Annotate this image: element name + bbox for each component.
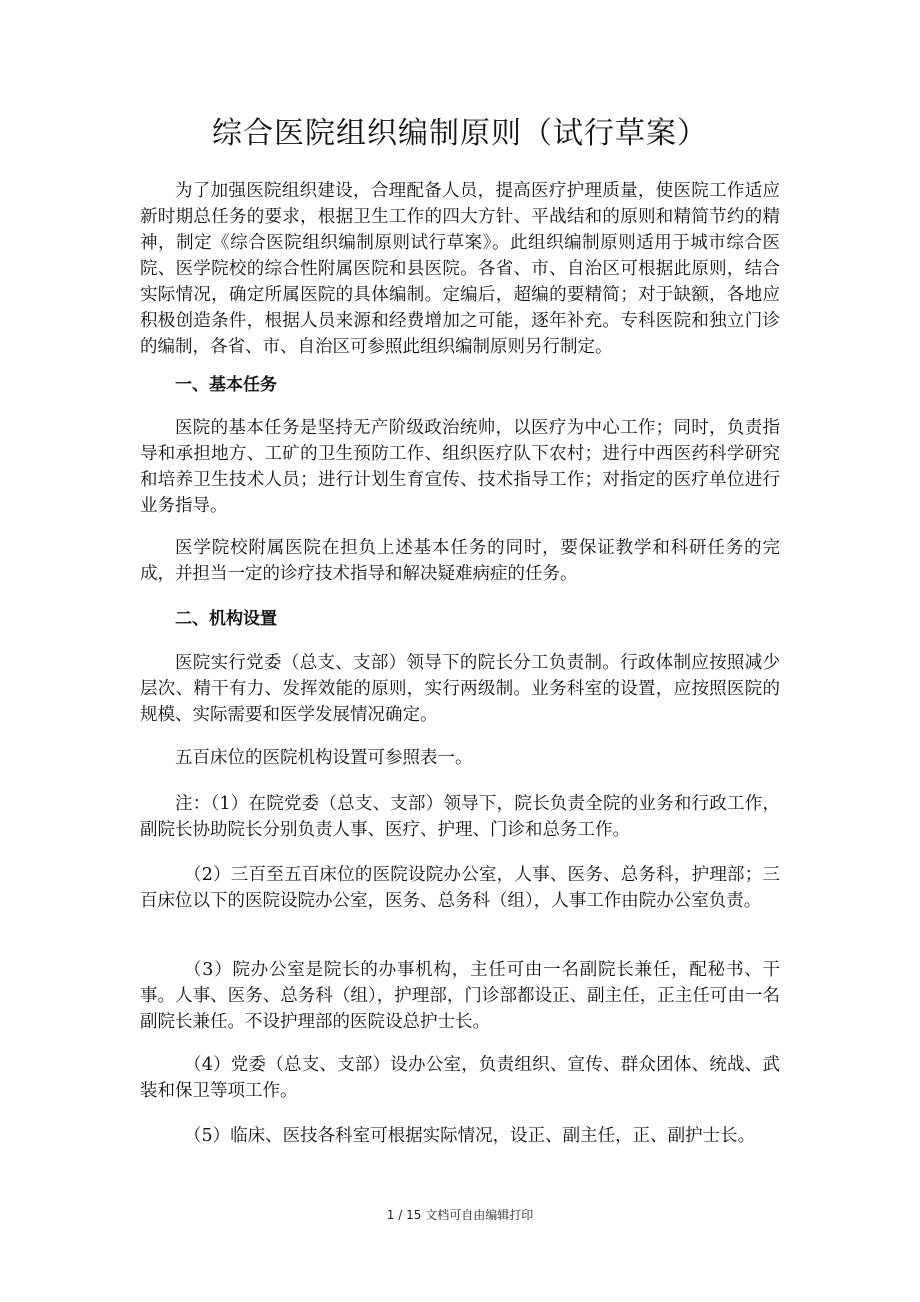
note-item: （4）党委（总支、支部）设办公室，负责组织、宣传、群众团体、统战、武装和保卫等项工作。 bbox=[140, 1055, 780, 1101]
note-item: 注：（1）在院党委（总支、支部）领导下，院长负责全院的业务和行政工作，副院长协助院长分别负责人事、医疗、护理、门诊和总务工作。 bbox=[140, 794, 780, 840]
document-title: 综合医院组织编制原则（试行草案） bbox=[212, 116, 708, 151]
note-item: （3）院办公室是院长的办事机构，主任可由一名副院长兼任，配秘书、干事。人事、医务、总务科（组），护理部，门诊部都设正、副主任，正主任可由一名副院长兼任。不设护理部的医院设总护士长。 bbox=[140, 960, 780, 1032]
section-heading-basic-tasks: 一、基本任务 bbox=[175, 375, 277, 395]
basic-tasks-paragraph: 医院的基本任务是坚持无产阶级政治统帅，以医疗为中心工作；同时，负责指导和承担地方、工矿的卫生预防工作、组织医疗队下农村；进行中西医药科学研究和培养卫生技术人员；进行计划生育宣传、技术指导工作；对指定的医疗单位进行业务指导。 bbox=[140, 418, 780, 516]
section-heading-organization: 二、机构设置 bbox=[175, 609, 277, 629]
page-footer: 1 / 15 文档可自由编辑打印 bbox=[386, 1208, 534, 1222]
table-reference-paragraph: 五百床位的医院机构设置可参照表一。 bbox=[175, 748, 473, 768]
affiliated-hospital-paragraph: 医学院校附属医院在担负上述基本任务的同时，要保证教学和科研任务的完成，并担当一定的诊疗技术指导和解决疑难病症的任务。 bbox=[140, 538, 780, 584]
organization-paragraph: 医院实行党委（总支、支部）领导下的院长分工负责制。行政体制应按照减少层次、精干有力、发挥效能的原则，实行两级制。业务科室的设置，应按照医院的规模、实际需要和医学发展情况确定。 bbox=[140, 653, 780, 725]
intro-paragraph: 为了加强医院组织建设，合理配备人员，提高医疗护理质量，使医院工作适应新时期总任务的要求，根据卫生工作的四大方针、平战结和的原则和精简节约的精神，制定《综合医院组织编制原则试行草案》。此组织编制原则适用于城市综合医院、医学院校的综合性附属医院和县医院。各省、市、自治区可根据此原则，结合实际情况，确定所属医院的具体编制。定编后，超编的要精简；对于缺额，各地应积极创造条件，根据人员来源和经费增加之可能，逐年补充。专科医院和独立门诊的编制，各省、市、自治区可参照此组织编制原则另行制定。 bbox=[140, 181, 780, 357]
note-item: （2）三百至五百床位的医院设院办公室，人事、医务、总务科，护理部；三百床位以下的医院设院办公室，医务、总务科（组），人事工作由院办公室负责。 bbox=[140, 865, 780, 911]
note-item: （5）临床、医技各科室可根据实际情况，设正、副主任，正、副护士长。 bbox=[184, 1126, 756, 1146]
